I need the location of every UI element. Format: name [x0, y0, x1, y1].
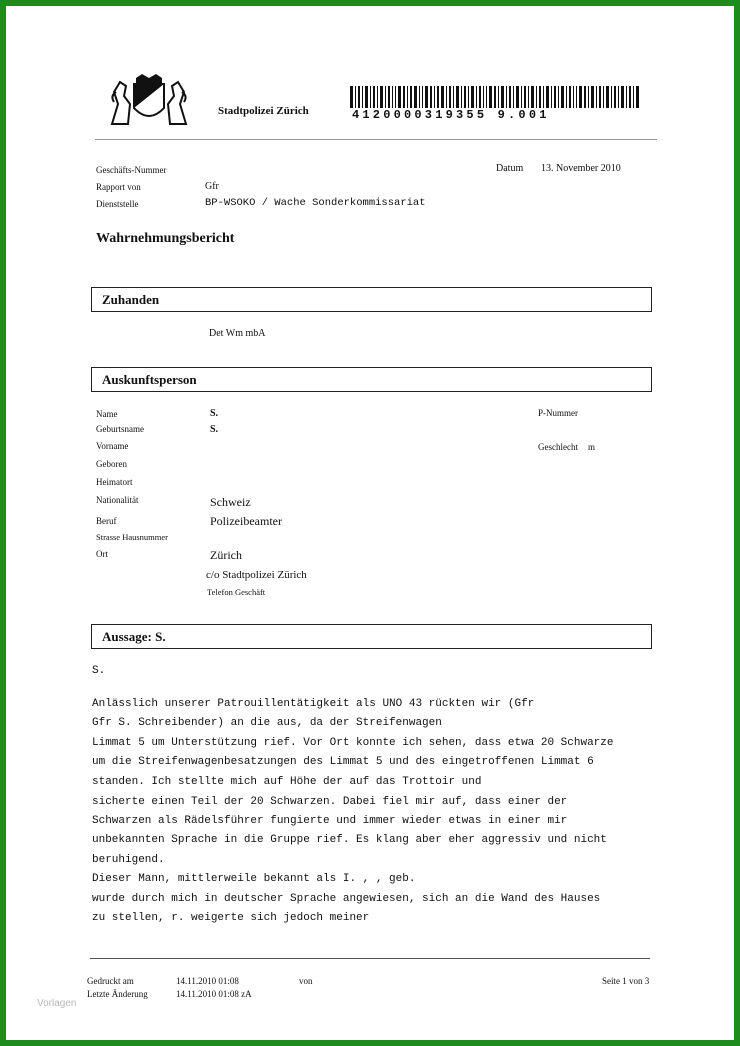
watermark: Vorlagen	[37, 998, 77, 1009]
beruf-value: Polizeibeamter	[210, 514, 282, 528]
co-value: c/o Stadtpolizei Zürich	[206, 569, 307, 581]
organization-name: Stadtpolizei Zürich	[218, 105, 309, 117]
rapport-value: Gfr	[205, 181, 219, 192]
section-aussage: Aussage: S.	[91, 624, 652, 649]
pnummer-label: P-Nummer	[538, 408, 578, 418]
datum-label: Datum	[496, 163, 524, 174]
statement-line: standen. Ich stellte mich auf Höhe der auf das Trottoir und	[92, 776, 482, 788]
statement-line: unbekannten Sprache in die Gruppe rief. Es klang aber eher aggressiv und nicht	[92, 834, 607, 846]
statement-line: sicherte einen Teil der 20 Schwarzen. Dabei fiel mir auf, dass einer der	[92, 796, 568, 808]
von-label: von	[299, 976, 313, 986]
gedruckt-value: 14.11.2010 01:08	[176, 976, 239, 986]
statement-line: Gfr S. Schreibender) an die aus, da der Streifenwagen	[92, 717, 442, 729]
statement-line: Anlässlich unserer Patrouillentätigkeit als UNO 43 rückten wir (Gfr	[92, 698, 535, 710]
geboren-label: Geboren	[96, 459, 127, 469]
geaendert-label: Letzte Änderung	[87, 989, 148, 999]
header-divider	[95, 139, 657, 140]
nationalitaet-label: Nationalität	[96, 495, 139, 505]
geburtsname-value: S.	[210, 424, 219, 435]
name-value: S.	[210, 408, 219, 419]
geschaeftsnummer-label: Geschäfts-Nummer	[96, 165, 167, 175]
report-title: Wahrnehmungsbericht	[96, 231, 235, 246]
barcode-number: 4120000319355 9.001	[352, 108, 550, 122]
aussage-intro: S.	[92, 665, 106, 677]
statement-line: beruhigend.	[92, 854, 165, 866]
dienststelle-label: Dienststelle	[96, 199, 139, 209]
statement-line: Limmat 5 um Unterstützung rief. Vor Ort konnte ich sehen, dass etwa 20 Schwarze	[92, 737, 614, 749]
vorname-label: Vorname	[96, 441, 129, 451]
nationalitaet-value: Schweiz	[210, 495, 251, 509]
geschlecht-label: Geschlecht	[538, 442, 578, 452]
statement-line: um die Streifenwagenbesatzungen des Limmat 5 und des eingetroffenen Limmat 6	[92, 756, 594, 768]
statement-line: wurde durch mich in deutscher Sprache angewiesen, sich an die Wand des Hauses	[92, 893, 601, 905]
statement-line: Schwarzen als Rädelsführer fungierte und immer wieder etwas in einer mir	[92, 815, 568, 827]
heimatort-label: Heimatort	[96, 477, 133, 487]
dienststelle-value: BP-WSOKO / Wache Sonderkommissariat	[205, 197, 426, 209]
geschlecht-value: m	[588, 442, 596, 452]
zurich-coat-of-arms-icon	[108, 74, 190, 126]
ort-value: Zürich	[210, 548, 242, 562]
statement-line: Dieser Mann, mittlerweile bekannt als I. , , geb.	[92, 873, 416, 885]
zuhanden-value: Det Wm mbA	[209, 328, 266, 339]
page-info: Seite 1 von 3	[602, 976, 650, 986]
geburtsname-label: Geburtsname	[96, 424, 144, 434]
telefon-label: Telefon Geschäft	[207, 587, 266, 597]
footer-divider	[90, 958, 650, 959]
statement-line: zu stellen, r. weigerte sich jedoch meiner	[92, 912, 370, 924]
datum-value: 13. November 2010	[541, 163, 621, 174]
gedruckt-label: Gedruckt am	[87, 976, 134, 986]
section-auskunftsperson: Auskunftsperson	[91, 367, 652, 392]
rapport-label: Rapport von	[96, 182, 141, 192]
barcode	[350, 86, 640, 108]
section-zuhanden: Zuhanden	[91, 287, 652, 312]
beruf-label: Beruf	[96, 516, 117, 526]
ort-label: Ort	[96, 549, 108, 559]
strasse-label: Strasse Hausnummer	[96, 532, 169, 542]
name-label: Name	[96, 409, 118, 419]
geaendert-value: 14.11.2010 01:08 zA	[176, 989, 252, 999]
